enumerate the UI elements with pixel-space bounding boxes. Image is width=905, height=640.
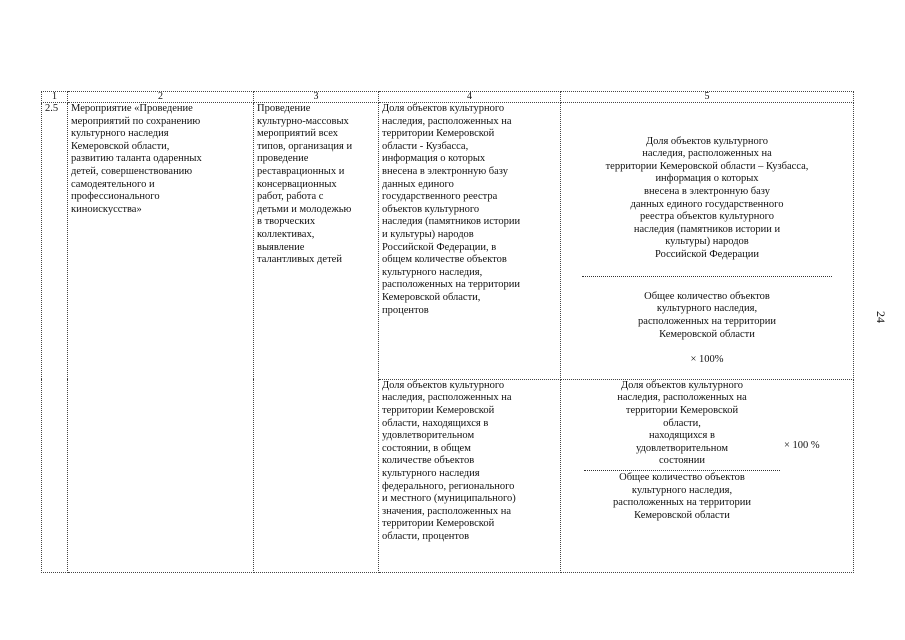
event-cell: Мероприятие «Проведение мероприятий по сохранению культурного наследия Кемеровской области, развитию таланта одаренных детей, совершенствованию самодеятельного и профессионального киноискусства» [68, 103, 254, 573]
header-cell-2: 2 [68, 92, 254, 103]
formula-1-multiplier: × 100% [690, 353, 724, 365]
formula-2-numerator: Доля объектов культурного наследия, расположенных на территории Кемеровской области, находящихся в удовлетворительном состоянии [617, 379, 747, 467]
formula-cell-2 [561, 379, 854, 572]
header-cell-4: 4 [379, 92, 561, 103]
formula-1-numerator: Доля объектов культурного наследия, расположенных на территории Кемеровской области – Кузбасса, информация о которых внесена в электронную базу данных единого государственного реестра объектов культурного наследия (памятников истории и культуры) народов Российской Федерации [605, 135, 809, 260]
formula-cell-1 [561, 103, 854, 380]
table-row [42, 103, 854, 380]
header-cell-3: 3 [254, 92, 379, 103]
formula-1-fraction-line [582, 276, 832, 277]
indicator-name-1: Доля объектов культурного наследия, расположенных на территории Кемеровской области - Кузбасса, информация о которых внесена в электронную базу данных единого государственного реестра объектов культурного наследия (памятников истории и культуры) народов Российской Федерации, в общем количестве объектов культурного наследия, расположенных на территории Кемеровской области, процентов [379, 103, 561, 380]
formula-2-denominator: Общее количество объектов культурного наследия, расположенных на территории Кемеровской области [613, 472, 751, 521]
description-cell: Проведение культурно-массовых мероприятий всех типов, организация и проведение реставрационных и консервационных работ, работа с детьми и молодежью в творческих коллективах, выявление талантливых детей [254, 103, 379, 573]
formula-1-denominator: Общее количество объектов культурного наследия, расположенных на территории Кемеровской области [638, 290, 776, 340]
row-id: 2.5 [42, 103, 68, 573]
formula-2-fraction-line [584, 470, 780, 471]
indicator-name-2: Доля объектов культурного наследия, расположенных на территории Кемеровской области, находящихся в удовлетворительном состоянии, в общем количестве объектов культурного наследия федерального, регионального и местного (муниципального) значения, расположенных на территории Кемеровской области, процентов [379, 379, 561, 572]
formula-2-multiplier: × 100 % [784, 439, 820, 451]
page-number: 24 [874, 311, 889, 323]
indicators-table [41, 91, 854, 573]
header-row [42, 92, 854, 103]
header-cell-5: 5 [561, 92, 854, 103]
header-cell-1: 1 [42, 92, 68, 103]
